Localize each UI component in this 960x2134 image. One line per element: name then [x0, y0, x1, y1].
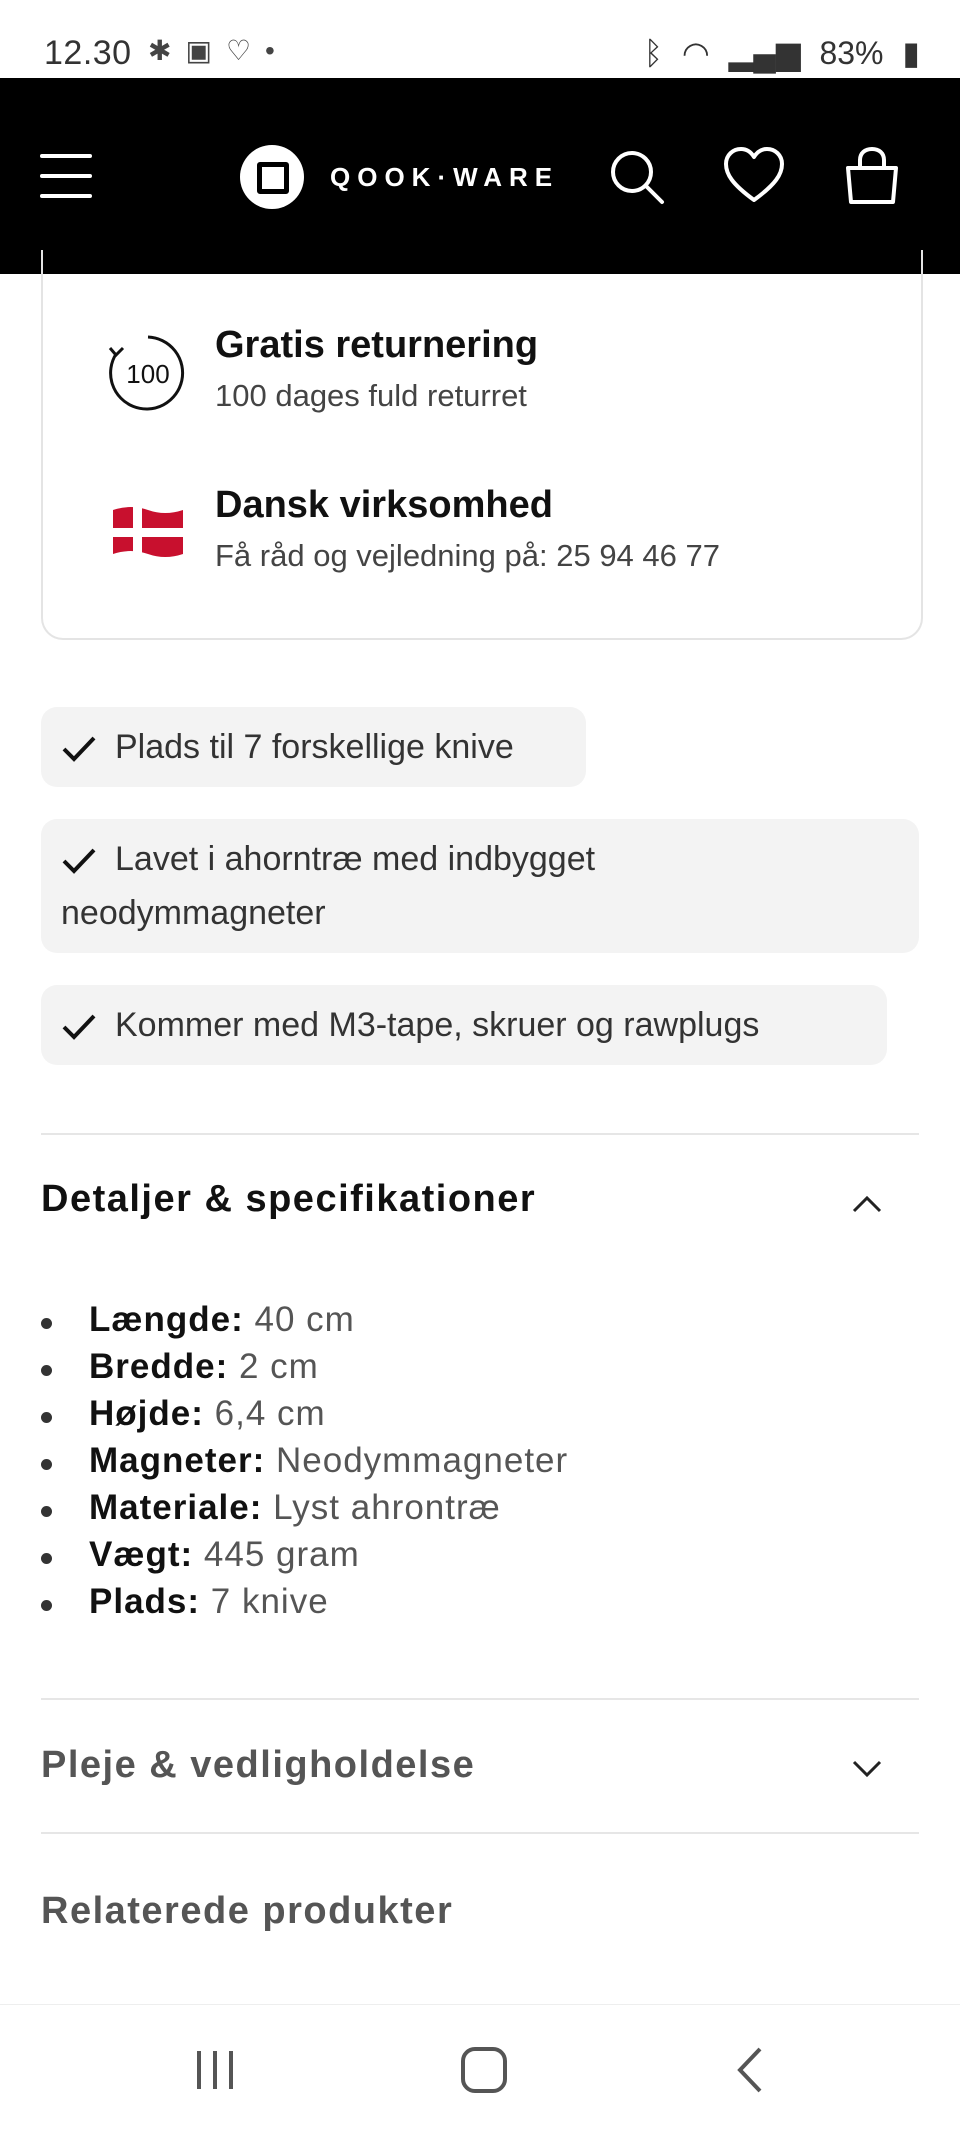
site-header [0, 78, 960, 274]
feature-subtitle: 100 dages fuld returret [215, 378, 527, 413]
spec-list [41, 1300, 568, 1629]
status-time: 12.30 [44, 34, 132, 72]
signal-icon: ▂▄▆ [728, 35, 801, 71]
feature-title: Gratis returnering [215, 324, 539, 366]
highlight-item [41, 707, 586, 787]
notification-icons [148, 34, 289, 67]
spec-item: Vægt: 445 gram [41, 1535, 568, 1582]
spec-item: Materiale: Lyst ahrontræ [41, 1488, 568, 1535]
divider [41, 1133, 919, 1135]
spec-item: Længde: 40 cm [41, 1300, 568, 1347]
shopping-bag-icon[interactable] [840, 144, 904, 208]
care-accordion-header[interactable]: Pleje & vedligholdelse [41, 1744, 476, 1786]
recent-apps-icon[interactable] [185, 2045, 245, 2095]
return-badge: 100 [126, 359, 170, 389]
status-bar [0, 0, 960, 78]
battery-level: 83% [819, 35, 884, 71]
more-notifications-icon: • [265, 35, 275, 66]
wifi-icon: ◠ [681, 35, 710, 71]
check-icon [61, 1012, 97, 1042]
battery-icon: ▮ [902, 35, 920, 71]
spec-item: Højde: 6,4 cm [41, 1394, 568, 1441]
check-icon [61, 846, 97, 876]
search-icon[interactable] [604, 144, 668, 208]
system-navigation-bar [0, 2004, 960, 2134]
highlight-item [41, 985, 887, 1065]
spec-item: Plads: 7 knive [41, 1582, 568, 1629]
chevron-down-icon[interactable] [850, 1756, 884, 1780]
feature-subtitle: Få råd og vejledning på: 25 94 46 77 [215, 538, 720, 573]
brand-logo-icon[interactable] [240, 145, 304, 209]
home-icon[interactable] [454, 2045, 514, 2095]
check-icon [61, 734, 97, 764]
highlight-text: Kommer med M3-tape, skruer og rawplugs [115, 1006, 760, 1044]
feature-title: Dansk virksomhed [215, 484, 553, 526]
brand-name[interactable]: QOOK·WARE [330, 162, 560, 192]
back-icon[interactable] [722, 2045, 782, 2095]
divider [41, 1832, 919, 1834]
bluetooth-icon: ᛒ [643, 35, 663, 71]
heart-icon[interactable] [722, 144, 786, 208]
highlight-text: Plads til 7 forskellige knive [115, 728, 514, 766]
highlight-item [41, 819, 919, 953]
spec-item: Magneter: Neodymmagneter [41, 1441, 568, 1488]
fan-icon: ✱ [148, 35, 172, 66]
menu-icon[interactable] [40, 154, 92, 198]
danish-flag-icon [111, 504, 185, 560]
chevron-up-icon[interactable] [850, 1192, 884, 1216]
related-products-title: Relaterede produkter [41, 1890, 454, 1932]
highlight-text-continued: neodymmagneter [61, 894, 326, 932]
highlight-text: Lavet i ahorntræ med indbygget [115, 840, 596, 878]
features-card [41, 250, 923, 640]
gallery-icon: ▣ [185, 35, 212, 66]
return-100-icon [107, 332, 189, 414]
details-accordion-header[interactable]: Detaljer & specifikationer [41, 1178, 537, 1220]
divider [41, 1698, 919, 1700]
spec-item: Bredde: 2 cm [41, 1347, 568, 1394]
system-icons [634, 34, 920, 72]
app-notification-icon: ♡ [225, 35, 252, 66]
